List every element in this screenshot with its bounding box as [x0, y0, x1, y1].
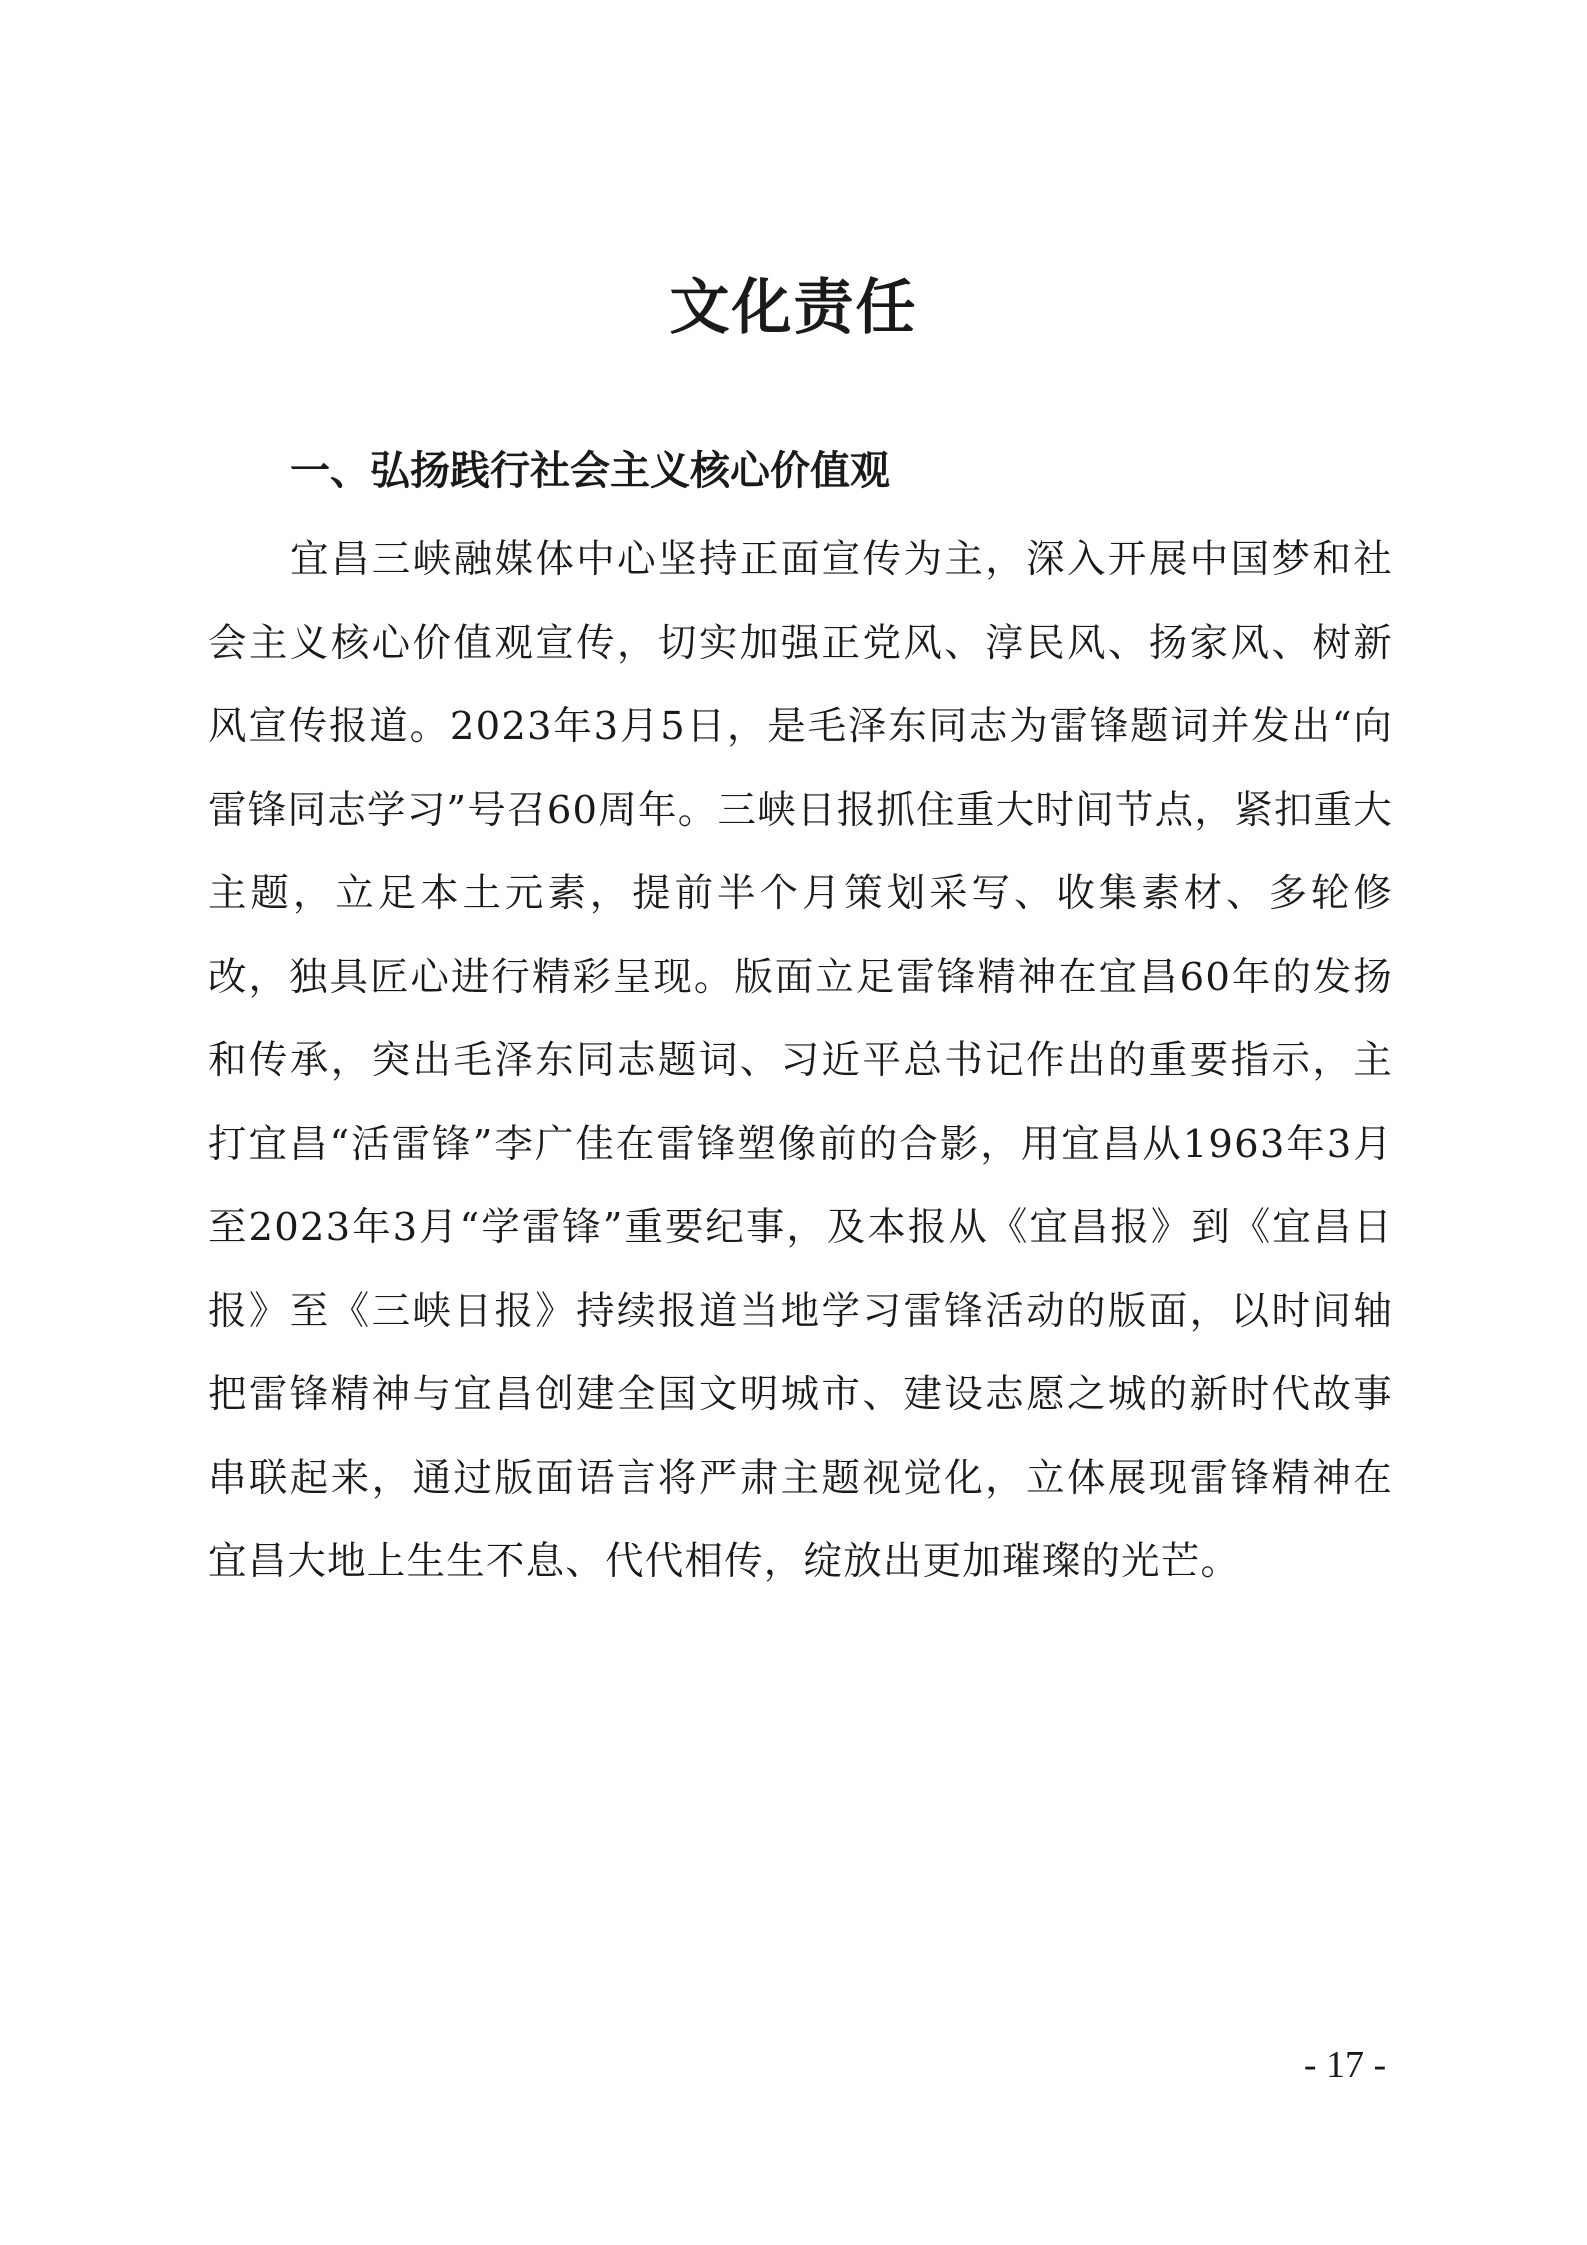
section-heading: 一、弘扬践行社会主义核心价值观 — [290, 448, 890, 494]
page-title: 文化责任 — [669, 273, 918, 343]
body-paragraph: 宜昌三峡融媒体中心坚持正面宣传为主，深入开展中国梦和社会主义核心价值观宣传，切实加强正党风、淳民风、扬家风、树新风宣传报道。2023年3月5日，是毛泽东同志为雷锋题词并发出“向雷锋同志学习”号召60周年。三峡日报抓住重大时间节点，紧扣重大主题，立足本土元素，提前半个月策划采写、收集素材、多轮修改，独具匠心进行精彩呈现。版面立足雷锋精神在宜昌60年的发扬和传承，突出毛泽东同志题词、习近平总书记作出的重要指示，主打宜昌“活雷锋”李广佳在雷锋塑像前的合影，用宜昌从1963年3月至2023年3月“学雷锋”重要纪事，及本报从《宜昌报》到《宜昌日报》至《三峡日报》持续报道当地学习雷锋活动的版面，以时间轴把雷锋精神与宜昌创建全国文明城市、建设志愿之城的新时代故事串联起来，通过版面语言将严肃主题视觉化，立体展现雷锋精神在宜昌大地上生生不息、代代相传，绽放出更加璀璨的光芒。 — [208, 537, 1393, 1584]
page-number: - 17 - — [1303, 2044, 1387, 2086]
